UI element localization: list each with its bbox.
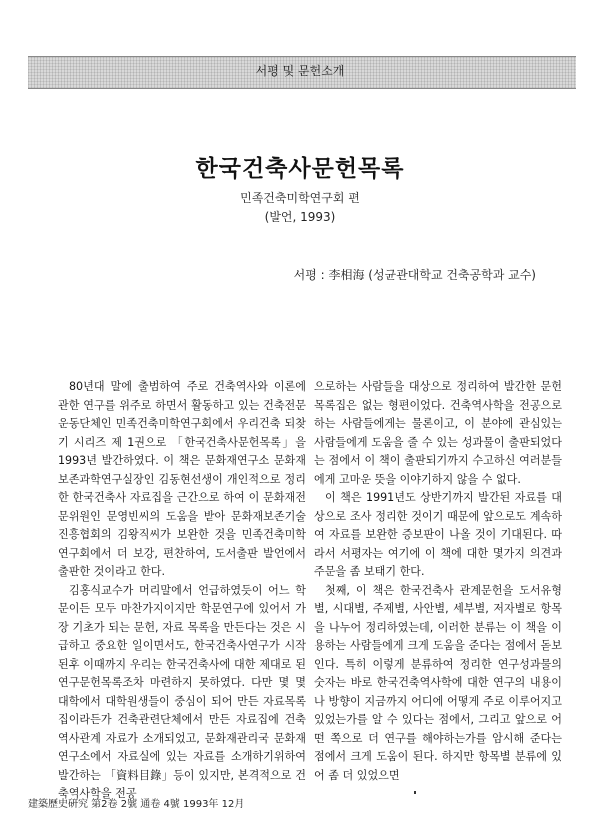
reviewer-line: 서평 : 李相海 (성균관대학교 건축공학과 교수) xyxy=(293,268,536,282)
book-title: 한국건축사문헌목록 xyxy=(195,155,405,182)
book-publication: (발언, 1993) xyxy=(264,210,336,224)
body-paragraph: 이 책은 1991년도 상반기까지 발간된 자료를 대상으로 조사 정리한 것이기 때문에 앞으로도 계속하여 자료를 보완한 증보판이 나올 것이 기대된다. 따라서 서평자는 여기에 이 책에 대한 몇가지 의견과 주문을 좀 보태기 한다. xyxy=(314,491,562,578)
book-editor: 민족건축미학연구회 편 xyxy=(240,191,360,205)
journal-citation: 建築歷史硏究 第2卷 2號 通卷 4號 1993年 12月 xyxy=(28,799,245,810)
body-paragraph: 80년대 말에 출범하여 주로 건축역사와 이론에 관한 연구를 위주로 하면서 활동하고 있는 건축전문 운동단체인 민족건축미학연구회에서 우리건축 되찾기 시리즈 제 1권으로 「한국건축사문헌목록」을 1993년 발간하였다. 이 책은 문화재연구소 문화재보존과학연구실장인 김동현선생이 개인적으로 정리한 한국건축사 자료집을 근간으로 하여 이 문화재전문위원인 문영빈씨의 도움을 받아 문화재보존기술진흥협회의 김왕직씨가 보완한 것을 민족건축미학연구회에서 더 보강, 편찬하여, 도서출판 발언에서 출판한 것이라고 한다. xyxy=(58,380,306,578)
title-block xyxy=(0,150,600,225)
header-rule-bottom xyxy=(28,88,576,89)
body-paragraph: 김홍식교수가 머리말에서 언급하였듯이 어느 학문이든 모두 마찬가지이지만 학문연구에 있어서 가장 기초가 되는 문헌, 자료 목록을 만든다는 것은 시급하고 중요한 일이면서도, 한국건축사연구가 시작된후 이때까지 우리는 한국건축사에 대한 제대로 된 연구문헌목록조차 마련하지 못하였다. 다만 몇 몇 대학에서 대학원생들이 중심이 되어 만든 자료목록집이라든가 건축관련단체에서 만든 자료집에 건축역사관계 자료가 소개되었고, 문화재관리국 문화재연구소에서 자료실에 있는 자료를 소개하기위하여 발간하는 「資料目錄」등이 있지만, 본격적으로 건축역사학을 전공 xyxy=(58,583,306,800)
body-paragraph: 으로하는 사람들을 대상으로 정리하여 발간한 문헌목록집은 없는 형편이었다. 건축역사학을 전공으로하는 사람들에게는 물론이고, 이 분야에 관심있는 사람들에게 도움을 줄 수 있는 성과물이 출판되었다는 점에서 이 책이 출판되기까지 수고하신 여러분들에게 고마운 뜻을 이야기하지 않을 수 없다. xyxy=(314,380,562,486)
page-mark xyxy=(414,791,416,794)
header-rule-top xyxy=(28,56,576,57)
body-column-right xyxy=(314,378,562,785)
body-paragraph: 첫째, 이 책은 한국건축사 관계문헌을 도서유형별, 시대별, 주제별, 사안별, 세부별, 저자별로 항목을 나누어 정리하였는데, 이러한 분류는 이 책을 이용하는 사람들에게 크게 도움을 준다는 점에서 돋보인다. 특히 이렇게 분류하여 정리한 연구성과물의 숫자는 바로 한국건축역사학에 대한 연구의 내용이나 방향이 지금까지 어디에 어떻게 주로 이루어지고 있었는가를 알 수 있다는 점에서, 그리고 앞으로 어떤 쪽으로 더 연구를 해야하는가를 암시해 준다는 점에서 크게 도움이 된다. 하지만 항목별 분류에 있어 좀 더 있었으면 xyxy=(314,583,562,782)
body-column-left xyxy=(58,378,306,804)
section-label: 서평 및 문헌소개 xyxy=(255,64,345,78)
